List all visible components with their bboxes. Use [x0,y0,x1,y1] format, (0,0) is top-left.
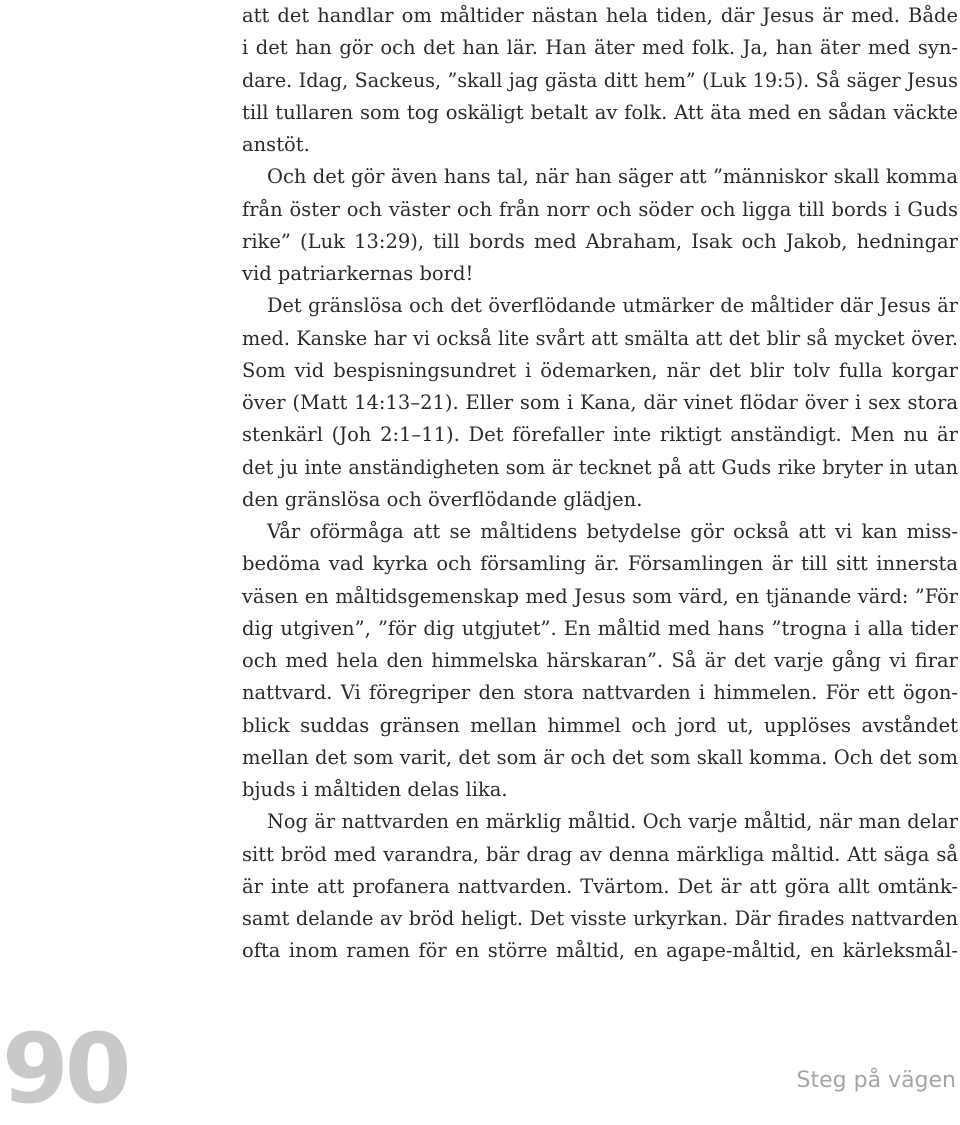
text-line: bedöma vad kyrka och församling är. Församlingen är till sitt innersta [242,552,958,576]
text-line: ofta inom ramen för en större måltid, en agape-måltid, en kärleksmål- [242,939,958,963]
text-line: vid patriarkernas bord! [242,262,474,285]
text-line: över (Matt 14:13–21). Eller som i Kana, där vinet flödar över i sex stora [242,391,958,414]
text-line: med. Kanske har vi också lite svårt att smälta att det blir så mycket över. [242,326,958,350]
text-line: till tullaren som tog oskäligt betalt av folk. Att äta med en sådan väckte [242,100,958,124]
text-line: bjuds i måltiden delas lika. [242,778,508,801]
text-line: från öster och väster och från norr och söder och ligga till bords i Guds [242,197,958,221]
text-line: samt delande av bröd heligt. Det visste urkyrkan. Där firades nattvarden [242,907,958,930]
text-line: väsen en måltidsgemenskap med Jesus som värd, en tjänande värd: ”För [242,584,958,608]
text-line: Det gränslösa och det överflödande utmärker de måltider där Jesus är [267,294,958,318]
text-line: att det handlar om måltider nästan hela tiden, där Jesus är med. Både [242,4,958,27]
text-line: i det han gör och det han lär. Han äter med folk. Ja, han äter med syn- [242,36,958,60]
text-line: det ju inte anständigheten som är tecknet på att Guds rike bryter in utan [242,455,958,479]
text-line: blick suddas gränsen mellan himmel och jord ut, upplöses avståndet [242,713,958,737]
text-line: mellan det som varit, det som är och det som skall komma. Och det som [242,745,958,769]
page-number: 90 [2,1013,128,1125]
text-line: dare. Idag, Sackeus, ”skall jag gästa ditt hem” (Luk 19:5). Så säger Jesus [242,68,958,92]
text-line: sitt bröd med varandra, bär drag av denna märkliga måltid. Att säga så [242,842,958,866]
text-line: Vår oförmåga att se måltidens betydelse gör också att vi kan miss- [267,520,958,543]
text-line: nattvard. Vi föregriper den stora nattvarden i himmelen. För ett ögon- [242,681,958,705]
running-footer: Steg på vägen [796,1068,956,1093]
text-line: och med hela den himmelska härskaran”. Så är det varje gång vi firar [242,649,958,672]
text-line: rike” (Luk 13:29), till bords med Abraham, Isak och Jakob, hedningar [242,229,958,253]
text-line: anstöt. [242,133,310,156]
body-text [242,0,958,968]
text-line: är inte att profanera nattvarden. Tvärtom. Det är att göra allt omtänk- [242,874,958,898]
text-line: Nog är nattvarden en märklig måltid. Och varje måltid, när man delar [267,810,958,834]
text-line: Som vid bespisningsundret i ödemarken, när det blir tolv fulla korgar [242,358,958,382]
text-line: dig utgiven”, ”för dig utgjutet”. En måltid med hans ”trogna i alla tider [242,616,958,640]
text-line: Och det gör även hans tal, när han säger att ”människor skall komma [267,165,958,189]
text-line: stenkärl (Joh 2:1–11). Det förefaller inte riktigt anständigt. Men nu är [242,423,958,447]
text-line: den gränslösa och överflödande glädjen. [242,487,643,511]
